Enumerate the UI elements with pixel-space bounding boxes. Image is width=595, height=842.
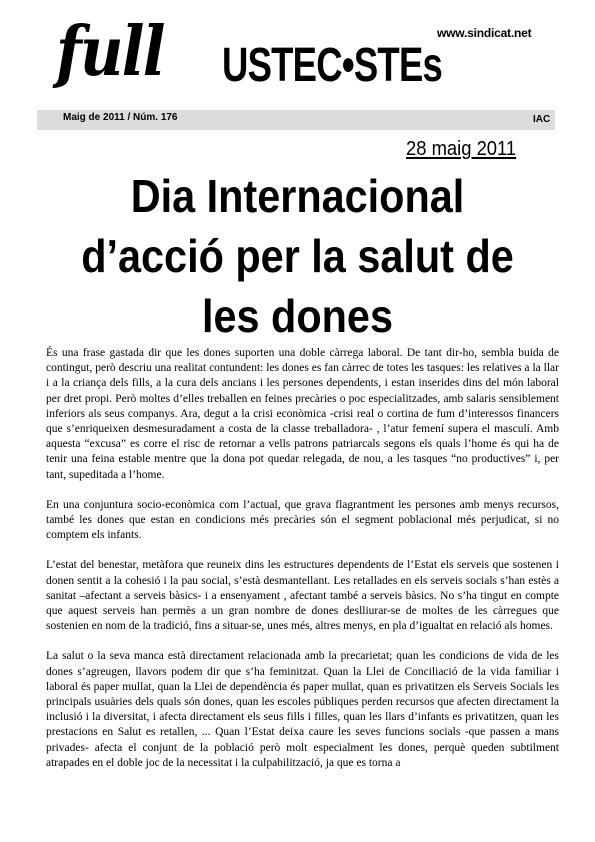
title-line: les dones <box>202 290 393 342</box>
article-date: 28 maig 2011 <box>406 138 517 160</box>
article-title <box>0 166 595 346</box>
issue-info: Maig de 2011 / Núm. 176 <box>63 112 178 123</box>
title-line: Dia Internacional <box>130 170 465 222</box>
logo-full: full <box>56 12 164 92</box>
title-line: d’acció per la salut de <box>81 230 514 282</box>
paragraph: La salut o la seva manca està directament relacionada amb la precarietat; quan les condicions de vida de les dones s’agreugen, llavors podem dir que s’ha feminitzat. Quan la Llei de Conciliació de la vida familiar i laboral és paper mullat, quan la Llei de dependència és paper mullat, quan es privatitzen els Serveis Socials les principals usuàries dels quals són dones, quan les escoles públiques perden recursos que afecten directament la inclusió i la diversitat, i afecta directament els seus fills i filles, quan les llars d’infants es privatitzen, quan les prestacions en Salut es retallen, ... Quan l’Estat deixa caure les seves funcions socials -que passen a mans privades- afecta el conjunt de la població però molt especialment les dones, perquè queden subtilment atrapades en el doble joc de la necessitat i la culpabilització, ja que es torna a <box>46 650 559 769</box>
paragraph: És una frase gastada dir que les dones suporten una doble càrrega laboral. De tant dir-ho, sembla buida de contingut, però descriu una realitat contundent: les dones es fan càrrec de totes les tasques: les relatives a la llar i a la criança dels fills, a la cura dels ancians i les persones dependents, i estan inserides dins del món laboral per dret propi. Però moltes d’elles treballen en feines precàries o poc especialitzades, amb salaris sensiblement inferiors als seus companys. Ara, degut a la crisi econòmica -crisi real o cortina de fum d’interessos financers que s’enriqueixen desmesuradament a costa de la classe treballadora- , l’atur femení supera el masculí. Amb aquesta “excusa” es corre el risc de retornar a vells patrons patriarcals segons els quals l’home és qui ha de tenir una feina estable mentre que la dona pot quedar relegada, de nou, a les tasques “no productives” i, per tant, supeditada a l’home. <box>46 347 559 481</box>
paragraph: L’estat del benestar, metàfora que reuneix dins les estructures dependents de l’Estat els serveis que sostenen i donen sentit a la cohesió i la pau social, s’està desmantellant. Les retallades en els serveis socials s’han estès a sanitat –afectant a serveis bàsics- i a ensenyament , afectant també a serveis bàsics. No s’ha tingut en compte que aquest serveis han permès a un gran nombre de dones deslliurar-se de moltes de les càrregues que sostenien en nom de la tradició, fins a situar-se, unes més, altres menys, en pla d’igualtat en relació als homes. <box>46 559 559 633</box>
website-url: www.sindicat.net <box>437 26 532 40</box>
issue-code: IAC <box>533 114 551 125</box>
logo-brand: USTEC•STEs <box>222 39 443 92</box>
paragraph: En una conjuntura socio-econòmica com l’actual, que grava flagrantment les persones amb menys recursos, també les dones que estan en condicions més precàries són el segment poblacional més perjudicat, si no comptem els infants. <box>46 498 559 542</box>
article-body <box>46 346 559 786</box>
